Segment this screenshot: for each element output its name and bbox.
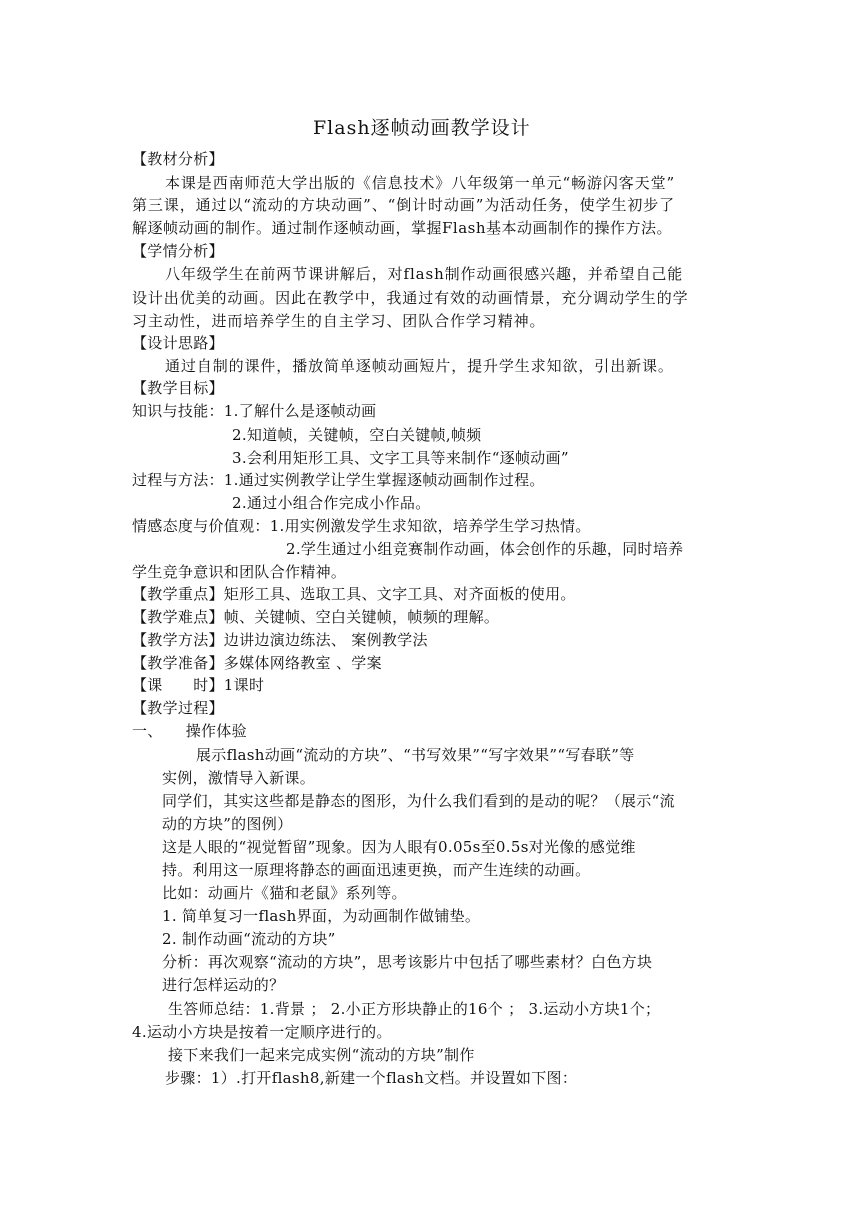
paragraph-line: 动的方块”的图例） <box>162 815 293 833</box>
goal-line: 2.学生通过小组竞赛制作动画，体会创作的乐趣，同时培养 <box>286 540 684 558</box>
paragraph-line: 通过自制的课件，播放简单逐帧动画短片，提升学生求知欲，引出新课。 <box>165 357 674 375</box>
paragraph-line: 4.运动小方块是按着一定顺序进行的。 <box>132 1023 392 1041</box>
paragraph-line: 接下来我们一起来完成实例“流动的方块”制作 <box>168 1046 475 1064</box>
paragraph-line: 进行怎样运动的？ <box>162 976 285 994</box>
teaching-preparation: 【教学准备】多媒体网络教室 、学案 <box>132 654 382 672</box>
paragraph-line: 解逐帧动画的制作。通过制作逐帧动画，掌握Flash基本动画制作的操作方法。 <box>132 219 673 237</box>
heading-material-analysis: 【教材分析】 <box>132 150 224 168</box>
paragraph-line: 持。利用这一原理将静态的画面迅速更换，而产生连续的动画。 <box>162 861 591 879</box>
heading-design-idea: 【设计思路】 <box>132 334 224 352</box>
goal-line: 过程与方法：1.通过实例教学让学生掌握逐帧动画制作过程。 <box>132 471 545 489</box>
paragraph-line: 分析：再次观察“流动的方块”，思考该影片中包括了哪些素材？白色方块 <box>162 953 653 971</box>
paragraph-line: 比如：动画片《猫和老鼠》系列等。 <box>162 884 407 902</box>
goal-line: 2.通过小组合作完成小作品。 <box>232 494 431 512</box>
heading-teaching-process: 【教学过程】 <box>132 699 224 717</box>
class-hours: 【课 时】1课时 <box>132 676 265 694</box>
goal-line: 知识与技能：1.了解什么是逐帧动画 <box>132 402 377 420</box>
paragraph-line: 八年级学生在前两节课讲解后，对flash制作动画很感兴趣，并希望自己能 <box>165 265 684 283</box>
paragraph-line: 第三课，通过以“流动的方块动画”、“倒计时动画”为活动任务，使学生初步了 <box>132 196 676 214</box>
teaching-difficulties: 【教学难点】帧、关键帧、空白关键帧，帧频的理解。 <box>132 608 500 626</box>
teaching-methods: 【教学方法】边讲边演边练法、 案例教学法 <box>132 631 428 649</box>
paragraph-line: 实例，激情导入新课。 <box>162 769 316 787</box>
goal-line: 学生竞争意识和团队合作精神。 <box>132 563 347 581</box>
paragraph-line: 展示flash动画“流动的方块”、“书写效果”“写字效果”“写春联”等 <box>196 746 635 764</box>
heading-learner-analysis: 【学情分析】 <box>132 242 224 260</box>
paragraph-line: 生答师总结：1.背景 ； 2.小正方形块静止的16个 ； 3.运动小方块1个； <box>168 1000 661 1018</box>
goal-line: 3.会利用矩形工具、文字工具等来制作“逐帧动画” <box>232 449 569 467</box>
teaching-key-points: 【教学重点】矩形工具、选取工具、文字工具、对齐面板的使用。 <box>132 585 576 603</box>
list-item: 2. 制作动画“流动的方块” <box>162 930 336 948</box>
goal-line: 情感态度与价值观：1.用实例激发学生求知欲，培养学生学习热情。 <box>132 517 591 535</box>
paragraph-line: 设计出优美的动画。因此在教学中，我通过有效的动画情景，充分调动学生的学 <box>132 289 689 307</box>
paragraph-line: 本课是西南师范大学出版的《信息技术》八年级第一单元“畅游闪客天堂” <box>165 174 676 192</box>
paragraph-line: 步骤：1）.打开flash8,新建一个flash文档。并设置如下图： <box>165 1069 578 1087</box>
goal-line: 2.知道帧，关键帧，空白关键帧,帧频 <box>232 426 482 444</box>
list-item: 1. 简单复习一flash界面，为动画制作做铺垫。 <box>162 907 481 925</box>
paragraph-line: 同学们，其实这些都是静态的图形，为什么我们看到的是动的呢？（展示“流 <box>162 792 675 810</box>
document-title: Flash逐帧动画教学设计 <box>313 117 531 139</box>
heading-teaching-goals: 【教学目标】 <box>132 379 224 397</box>
paragraph-line: 这是人眼的“视觉暂留”现象。因为人眼有0.05s至0.5s对光像的感觉维 <box>162 838 636 856</box>
paragraph-line: 习主动性，进而培养学生的自主学习、团队合作学习精神。 <box>132 312 546 330</box>
section-operation-experience: 一、 操作体验 <box>132 722 247 740</box>
